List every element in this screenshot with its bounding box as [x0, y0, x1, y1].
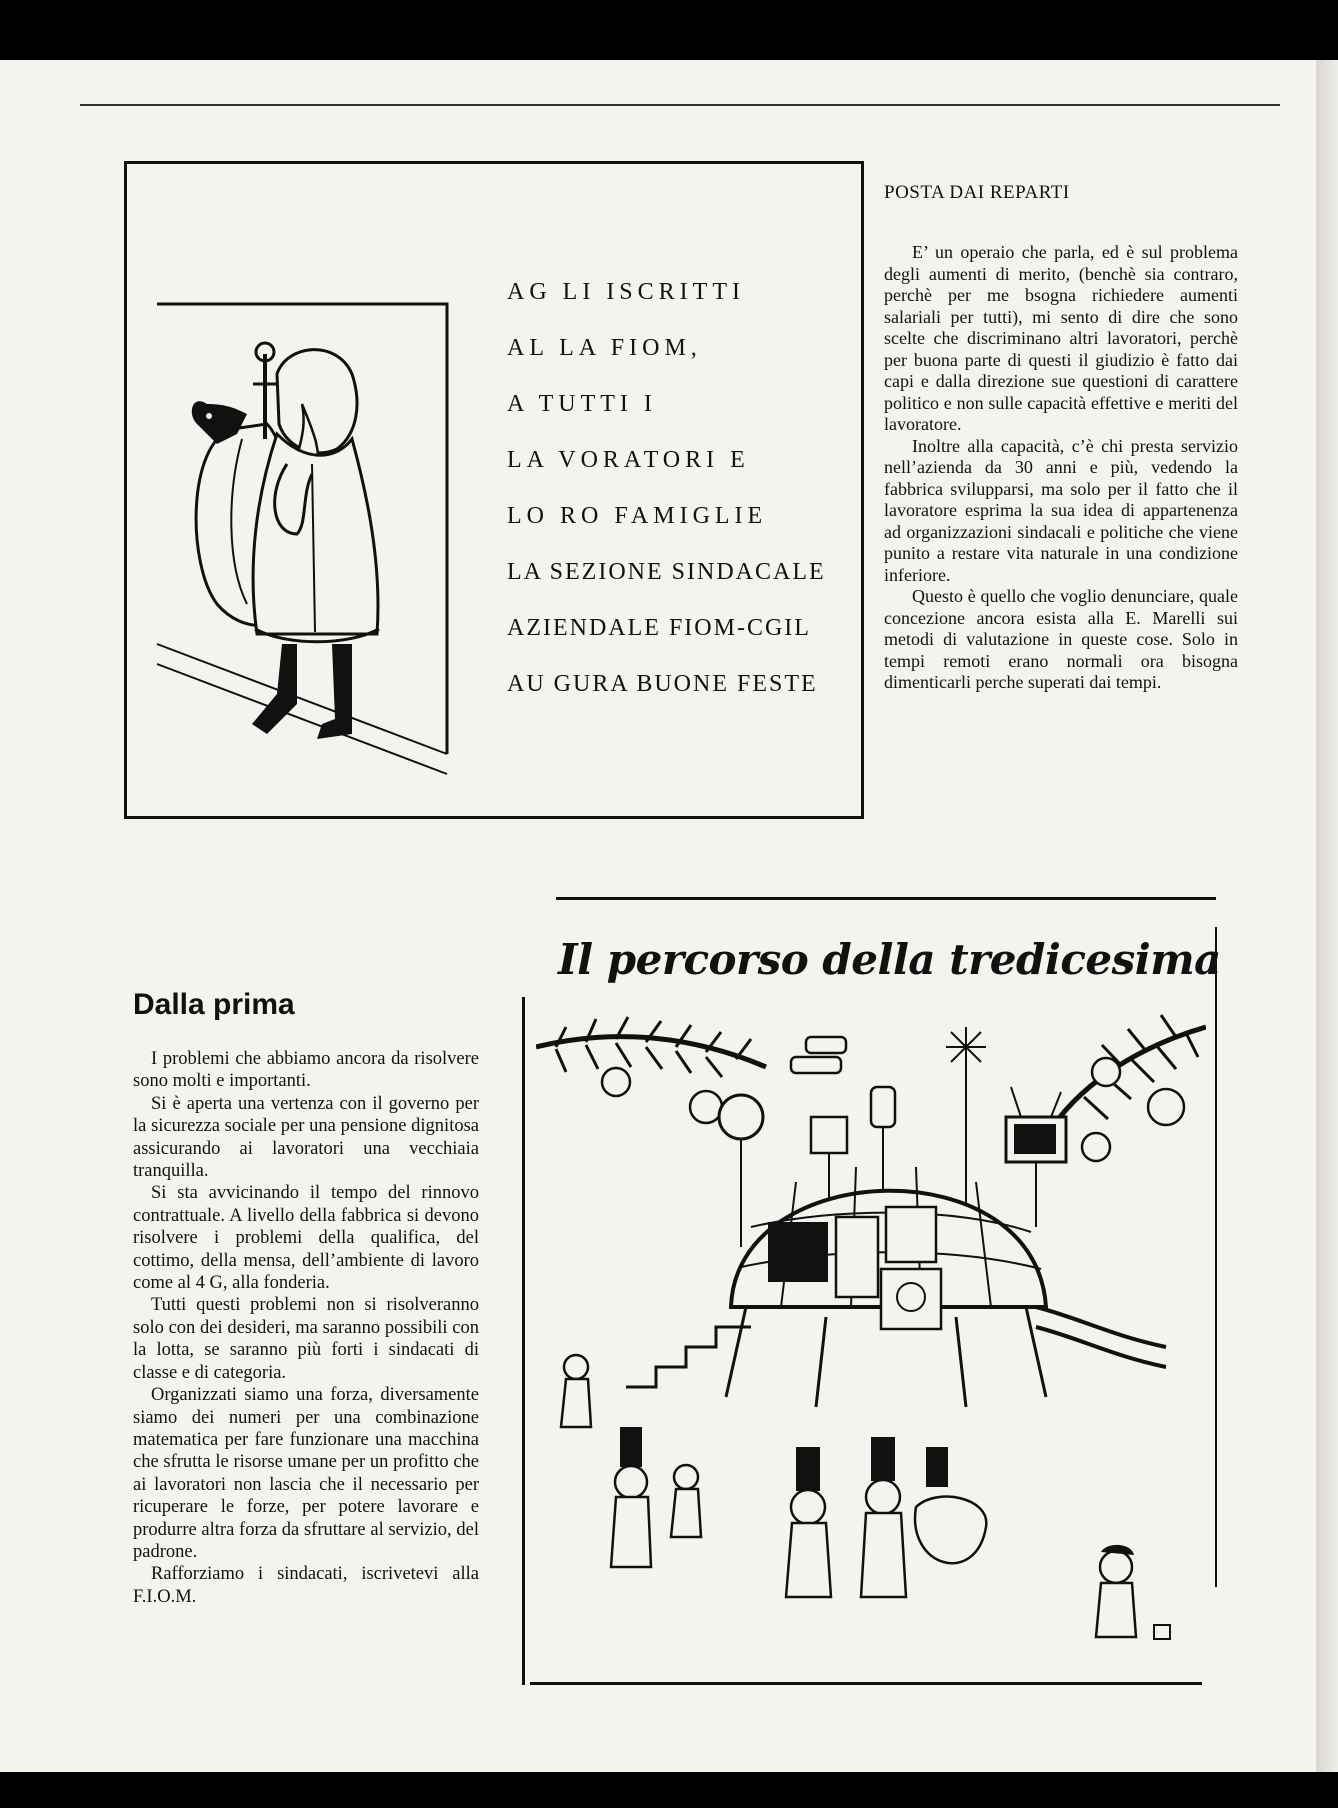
panel-rule	[1215, 927, 1217, 1587]
panel-rule	[556, 897, 1216, 900]
article-title: Dalla prima	[133, 988, 295, 1021]
greeting-line: LA VORATORI E	[507, 447, 750, 473]
top-rule	[80, 104, 1280, 106]
panel-rule	[530, 1682, 1202, 1685]
greeting-line: LO RO FAMIGLIE	[507, 503, 768, 529]
panel-rule	[522, 997, 525, 1685]
article-title: POSTA DAI REPARTI	[884, 182, 1070, 203]
dalla-prima-article	[133, 988, 479, 1608]
article-paragraph: Si è aperta una vertenza con il governo per la sicurezza sociale per una pensione dignitosa assicurando ai lavoratori una vecchiaia tranquilla.	[133, 1093, 479, 1182]
posta-dai-reparti-article	[884, 182, 1238, 694]
article-paragraph: Questo è quello che voglio denunciare, quale concezione ancora esista alla E. Marelli sui metodi di valutazione in queste cose. Solo in tempi remoti erano normali ora bisogna dimenticarli perche superati dai tempi.	[884, 586, 1238, 692]
greeting-line: AZIENDALE FIOM-CGIL	[507, 615, 811, 641]
article-paragraph: Organizzati siamo una forza, diversamente siamo dei numeri per una combinazione matematica per fare funzionare una macchina che sfrutta le risorse umane per un profitto che ai lavoratori non lascia che il necessario per ricuperare le forze, per potere lavorare e produrre altra forza da sfruttare al servizio, del padrone.	[133, 1385, 479, 1562]
article-paragraph: Inoltre alla capacità, c’è chi presta servizio nell’azienda da 30 anni e più, vedendo la fabbrica svilupparsi, ma solo per il fatto che il lavoratore esprima la sua idea di appartenenza ad organizzazioni sindacali e politiche che viene punito a restare vita naturale in una condizione inferiore.	[884, 435, 1238, 585]
article-paragraph: Si sta avvicinando il tempo del rinnovo contrattuale. A livello della fabbrica si devono risolvere i problemi della qualifica, del cottimo, della mensa, dell’ambiente di lavoro come al 4 G, alla fonderia.	[133, 1183, 479, 1294]
greeting-line: AU GURA BUONE FESTE	[507, 671, 818, 697]
greeting-box	[124, 161, 864, 819]
article-paragraph: Tutti questi problemi non si risolveranno solo con dei desideri, ma saranno possibili con la lotta, se saranno più forti i sindacati di classe e di categoria.	[133, 1295, 479, 1383]
article-paragraph: E’ un operaio che parla, ed è sul problema degli aumenti di merito, (benchè sia contraro, perchè per me bsogna richiedere aumenti salariali per tutti), mi sento di dire che sono scelte che discriminano altri lavoratori, perchè per buona parte di questi il giudizio è fatto dai capi e dalla direzione sue questioni di carattere politico e non sulle capacità effettive e meriti del lavoratore.	[884, 242, 1238, 434]
greeting-message	[507, 264, 867, 712]
greeting-line: A TUTTI I	[507, 391, 657, 417]
greeting-line: AL LA FIOM,	[507, 335, 702, 361]
cartoon-title: Il percorso della tredicesima	[558, 935, 1221, 984]
tredicesima-cartoon-panel	[522, 897, 1221, 1687]
page-edge	[1316, 60, 1338, 1772]
shopping-dome-cartoon	[536, 1007, 1206, 1667]
greeting-line: AG LI ISCRITTI	[507, 279, 745, 305]
greeting-line: LA SEZIONE SINDACALE	[507, 559, 826, 585]
article-paragraph: Rafforziamo i sindacati, iscrivetevi alla F.I.O.M.	[133, 1564, 479, 1607]
article-paragraph: I problemi che abbiamo ancora da risolvere sono molti e importanti.	[133, 1049, 479, 1092]
